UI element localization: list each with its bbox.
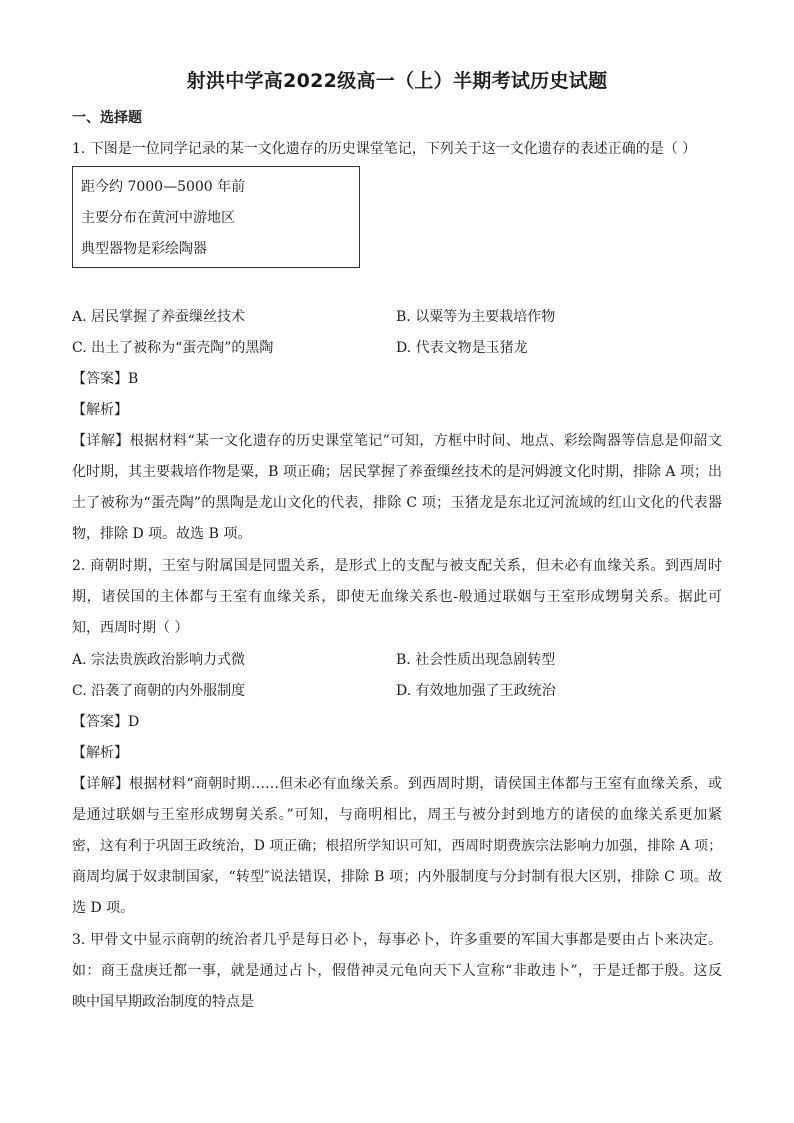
question-2-stem-line: 2. 商朝时期，王室与附属国是同盟关系，是形式上的支配与被支配关系，但未必有血缘关系。到西周时 (72, 558, 722, 574)
question-1-stem: 1. 下图是一位同学记录的某一文化遗存的历史课堂笔记，下列关于这一文化遗存的表述正确的是（ ） (72, 141, 697, 157)
question-2-stem-line: 知，西周时期（ ） (72, 620, 189, 636)
question-2-analysis-label: 【解析】 (72, 745, 128, 761)
question-3-stem-line: 3. 甲骨文中显示商朝的统治者几乎是每日必卜，每事必卜，许多重要的军国大事都是要由占卜来决定。 (72, 932, 722, 948)
note-box-line: 主要分布在黄河中游地区 (81, 210, 235, 226)
question-2-detail-line: 是通过联姻与王室形成甥舅关系。”可知，与商明相比，周王与被分封到地方的诸侯的血缘关系更加紧 (72, 807, 722, 823)
page-title: 射洪中学高2022级高一（上）半期考试历史试题 (186, 70, 608, 92)
question-2-answer: 【答案】D (72, 714, 140, 730)
question-2-detail-line: 商周均属于奴隶制国家，“转型″说法错误，排除 B 项；内外服制度与分封制有很大区别，排除 C 项。故 (72, 869, 722, 885)
question-2-detail-line: 密，这有利于巩固王政统治，D 项正确；根招所学知识可知，西周时期费族宗法影响力加强，排除 A 项； (72, 838, 722, 854)
question-1-analysis-label: 【解析】 (72, 402, 128, 418)
question-2-detail-line: 【详解】根据材料“商朝时期……但未必有血缘关系。到西周时期，请侯国主体都与王室有血缘关系，或 (72, 776, 722, 792)
question-2-detail-line: 选 D 项。 (72, 900, 135, 916)
question-2-stem-line: 期，诸侯国的主体都与王室有血缘关系，即使无血缘关系也-般通过联姻与王室形成甥舅关系。据此可 (72, 589, 722, 605)
section-heading: 一、选择题 (72, 110, 142, 126)
question-3-stem-line: 如：商王盘庚迁都一事，就是通过占卜，假借神灵元龟向天下人宣称“非敢违卜”，于是迁都于殷。这反 (72, 963, 722, 979)
question-1-option-c: C. 出土了被称为“蛋壳陶”的黑陶 (72, 340, 274, 356)
question-1-option-b: B. 以粟等为主要栽培作物 (396, 309, 556, 325)
question-1-answer: 【答案】B (72, 371, 139, 387)
note-box-line: 距今约 7000—5000 年前 (81, 179, 246, 195)
question-2-option-c: C. 沿袭了商朝的内外服制度 (72, 683, 246, 699)
question-1-detail-line: 化时期，其主要栽培作物是粟，B 项正确；居民掌握了养蚕缫丝技术的是河姆渡文化时期，排除 A 项；出 (72, 464, 722, 480)
note-box (72, 166, 360, 268)
question-1-detail-line: 土了被称为“蛋壳陶”的黑陶是龙山文化的代表，排除 C 项；玉猪龙是东北辽河流域的红山文化的代表器 (72, 495, 722, 511)
question-2-option-b: B. 社会性质出现急剧转型 (396, 652, 556, 668)
question-2-option-a: A. 宗法贵族政治影响力式微 (72, 652, 246, 668)
question-1-detail-line: 物，排除 D 项。故选 B 项。 (72, 526, 252, 542)
question-1-option-d: D. 代表文物是玉猪龙 (396, 340, 528, 356)
question-3-stem-line: 映中国早期政治制度的特点是 (72, 994, 254, 1010)
question-1-option-a: A. 居民掌握了养蚕缫丝技术 (72, 309, 246, 325)
question-2-option-d: D. 有效地加强了王政统治 (396, 683, 556, 699)
question-1-detail-line: 【详解】根据材料“某一文化遗存的历史课堂笔记”可知，方框中时间、地点、彩绘陶器等信息是仰韶文 (72, 433, 722, 449)
note-box-line: 典型器物是彩绘陶器 (81, 241, 207, 257)
